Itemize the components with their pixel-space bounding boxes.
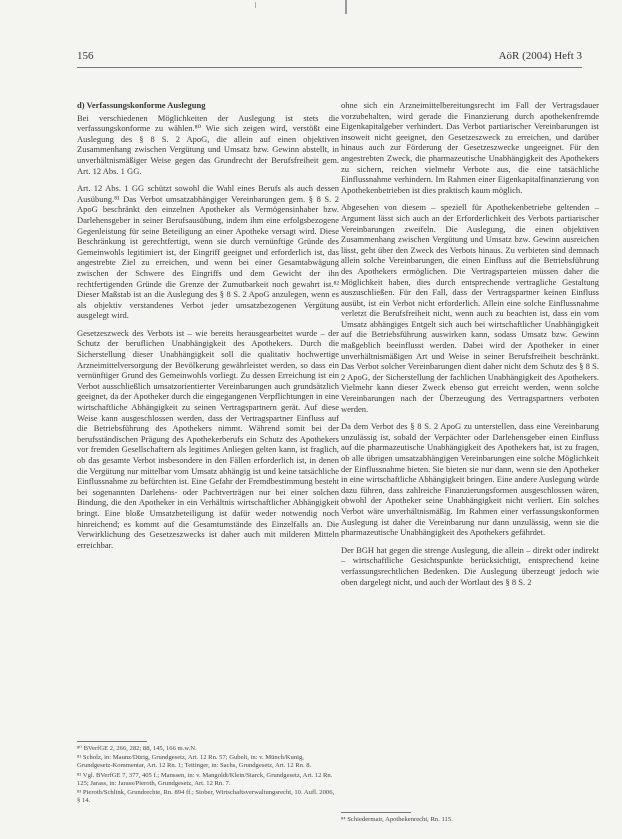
paragraph: Art. 12 Abs. 1 GG schützt sowohl die Wahl eines Berufs als auch dessen Ausübung.⁸¹ Das Verbot umsatzabhängiger Vereinbarungen gem. § 8 S. 2 ApoG beschränkt den einzelnen Apotheker als Vermögensinhaber bzw. Darlehensgeber in seiner Berufsausübung, indem ihm eine erfolgsbezogene Gegenleistung für seine Beteiligung an einer Apotheke versagt wird. Diese Beschränkung ist gerechtfertigt, wenn sie durch vernünftige Gründe des Gemeinwohls legitimiert ist, der Eingriff geeignet und erforderlich ist, das angestrebte Ziel zu erreichen, und wenn bei einer Gesamtabwägung zwischen der Schwere des Eingriffs und dem Gewicht der ihn rechtfertigenden Gründe die Grenze der Zumutbarkeit noch gewahrt ist.⁸² Dieser Maßstab ist an die Auslegung des § 8 S. 2 ApoG anzulegen, wenn es als objektiv verstandenes Verbot jeder umsatzbezogenen Vergütung ausgelegt wird.: [77, 183, 339, 321]
scan-artifact: [345, 0, 347, 14]
paragraph: Bei verschiedenen Möglichkeiten der Auslegung ist stets die verfassungskonforme zu wählen.⁸⁰ Wie sich zeigen wird, verstößt eine Auslegung des § 8 S. 2 ApoG, die allein auf einen objektiven Zusammenhang zwischen Vergütung und Umsatz bzw. Gewinn abstellt, in unverhältnismäßiger Weise gegen das Grundrecht der Berufsfreiheit gem. Art. 12 Abs. 1 GG.: [77, 112, 339, 176]
paragraph: ohne sich ein Arzneimittelbereitungsrecht im Fall der Vertragsdauer vorzubehalten, wird gerade die Finanzierung durch apothekenfremde Eigenkapitalgeber verhindert. Das Verbot partiarischer Vereinbarungen ist insoweit nicht geeignet, den Gesetzeszweck zu erreichen, und darüber hinaus auch zur Förderung der Gesetzeszwecke ungeeignet. Für den angestrebten Zweck, die pharmazeutische Unabhängigkeit des Apothekers zu sichern, reichen vielmehr Verbote aus, die eine tatsächliche Einflussnahme verhindern. Im Rahmen einer Eigenkapitalfinanzierung von Apothekenbetrieben ist dies praktisch kaum möglich.: [341, 100, 599, 195]
footnote: ⁸³ Pieroth/Schlink, Grundrechte, Rn. 894 ff.; Stober, Wirtschaftsverwaltungsrecht, 10. Aufl. 2006, § 14.: [77, 789, 335, 805]
footnotes-left: [77, 741, 339, 806]
scan-artifact: [255, 2, 256, 8]
footnote-rule: [77, 741, 147, 742]
running-header: [77, 50, 582, 66]
paragraph: Der BGH hat gegen die strenge Auslegung, die allein – direkt oder indirekt – wirtschaftliche Gesichtspunkte berücksichtigt, entsprechend keine verfassungsrechtlichen Bedenken. Die Auslegung überzeugt jedoch wie oben dargelegt nicht, und auch der Wortlaut des § 8 S. 2: [341, 544, 599, 587]
journal-citation: AöR (2004) Heft 3: [498, 50, 582, 62]
page-number: 156: [77, 50, 94, 62]
section-heading: d) Verfassungskonforme Auslegung: [77, 100, 206, 110]
paragraph: Abgesehen von diesem – speziell für Apothekenbetriebe geltenden – Argument lässt sich auch an der Erforderlichkeit des Verbots partiarischer Vereinbarungen zweifeln. Die Auslegung, die einen objektiven Zusammenhang zwischen Vergütung und Umsatz bzw. Gewinn ausreichen lässt, geht über den Zweck des Verbots hinaus. Zu verbieten sind demnach allein solche Vereinbarungen, die einen Einfluss auf die Betriebsführung des Apothekers ermöglichen. Die Vertragsparteien müssen daher die Möglichkeit haben, dies durch entsprechende vertragliche Gestaltung auszuschließen. Für den Fall, dass der Vertragspartner keinen Einfluss ausübt, ist ein Verbot nicht erforderlich. Allein eine solche Einflussnahme verletzt die Berufsfreiheit nicht, wenn auch zu beachten ist, dass ein vom Umsatz abhängiges Entgelt sich auch bei wirtschaftlicher Unabhängigkeit auf die Betriebsführung auswirken kann, sodass Umsatz bzw. Gewinn maßgeblich beeinflusst werden. Dabei wird der Apotheker in einer unverhältnismäßigen Art und Weise in seiner Berufsfreiheit beschränkt. Das Verbot solcher Vereinbarungen dient daher nicht dem Schutz des § 8 S. 2 ApoG, der Sicherstellung der fachlichen Unabhängigkeit des Apothekers. Vielmehr kann dieser Zweck ebenso gut erreicht werden, wenn solche Vereinbarungen nach der Überzeugung des Vertragspartners verboten werden.: [341, 202, 599, 414]
footnotes-right: [341, 812, 599, 824]
footnote-rule: [341, 812, 411, 813]
paragraph: Gesetzeszweck des Verbots ist – wie bereits herausgearbeitet wurde – der Schutz der beruflichen Unabhängigkeit des Apothekers. Durch die Sicherstellung dieser Unabhängigkeit soll die qualitativ hochwertige Arzneimittelversorgung der Bevölkerung gewährleistet werden, so dass ein vernünftiger Grund des Gemeinwohls vorliegt. Zu dessen Erreichung ist ein Verbot ausschließlich umsatzorientierter Vereinbarungen auch grundsätzlich geeignet, da der Apotheker durch die eingegangenen Verpflichtungen in eine wirtschaftliche Abhängigkeit zu seinen Vertragspartnern gerät. Auf diese Weise kann ausgeschlossen werden, dass der Vertragspartner Einfluss auf die Betriebsführung des Apothekers nimmt. Während somit bei der berufsständischen Prägung des Apothekerberufs ein Schutz des Apothekers vor fremden Gesellschaftern als legitimes Anliegen gelten kann, ist fraglich, ob das gesamte Verbot insbesondere in den Fällen erforderlich ist, in denen die Vergütung nur mittelbar vom Umsatz abhängig ist und keine tatsächliche Einflussnahme zu befürchten ist. Eine Gefahr der Fremdbestimmung besteht bei sogenannten Darlehens- oder Pachtverträgen nur bei einer solchen Bindung, die den Apotheker in ein Verhältnis wirtschaftlicher Abhängigkeit bringt. Eine bloße Umsatzbeteiligung ist dafür weder notwendig noch hinreichend; es kommt auf die Gesamtumstände des Einzelfalls an. Die Verwirklichung des Gesetzeszwecks ist daher auch mit milderen Mitteln erreichbar.: [77, 327, 339, 550]
header-rule: [77, 67, 582, 68]
paragraph: Da dem Verbot des § 8 S. 2 ApoG zu unterstellen, dass eine Vereinbarung unzulässig ist, sobald der Verpächter oder Darlehensgeber einen Einfluss auf die pharmazeutische Unabhängigkeit des Apothekers hat, ist zu fragen, ob alle übrigen umsatzabhängigen Vereinbarungen eine solche Möglichkeit der Einflussnahme bieten. Sie bieten sie nur dann, wenn sie den Apotheker in eine wirtschaftliche Abhängigkeit bringen. Eine andere Auslegung würde dazu führen, dass zahlreiche Finanzierungsformen ausgeschlossen wären, obwohl der Apotheker seine Unabhängigkeit nicht verliert. Ein solches Verbot wäre unverhältnismäßig. Im Rahmen einer verfassungskonformen Auslegung ist daher die Vereinbarung nur dann unzulässig, wenn sie die pharmazeutische Unabhängigkeit des Apothekers gefährdet.: [341, 421, 599, 538]
footnote: ⁸⁰ BVerfGE 2, 266, 282; 88, 145, 166 m.w.N.: [77, 745, 197, 752]
footnote: ⁸⁴ Schiedermair, Apothekenrecht, Rn. 115.: [341, 816, 453, 823]
right-column: [341, 100, 599, 594]
left-column: [77, 100, 339, 557]
footnote: ⁸¹ Scholz, in: Maunz/Dürig, Grundgesetz, Art. 12 Rn. 57; Gubelt, in: v. Münch/Kunig, Grundgesetz-Kommentar, Art. 12 Rn. 1; Tettinger, in: Sachs, Grundgesetz, Art. 12 Rn. 8.: [77, 754, 312, 770]
footnote: ⁸² Vgl. BVerfGE 7, 377, 405 f.; Manssen, in: v. Mangoldt/Klein/Starck, Grundgesetz, Art. 12 Rn. 125; Jarass, in: Jarass/Pieroth, Grundgesetz, Art. 12 Rn. 7.: [77, 771, 333, 787]
